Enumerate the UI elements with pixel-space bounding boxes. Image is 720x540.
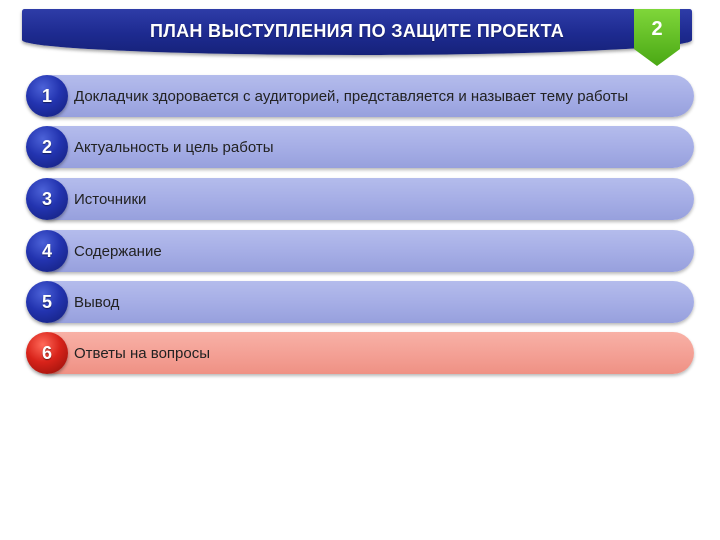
item-text: Докладчик здоровается с аудиторией, представляется и называет тему работы xyxy=(74,87,629,105)
item-number: 3 xyxy=(41,189,52,209)
list-item xyxy=(26,178,694,220)
item-number: 2 xyxy=(41,137,52,157)
list-item xyxy=(26,281,694,323)
item-number: 5 xyxy=(41,292,52,312)
list-item xyxy=(26,126,694,168)
item-text: Актуальность и цель работы xyxy=(74,138,274,156)
item-text: Источники xyxy=(74,190,147,208)
item-number: 1 xyxy=(41,86,52,106)
item-text: Вывод xyxy=(74,293,120,311)
list-item xyxy=(26,230,694,272)
item-text: Содержание xyxy=(74,242,162,260)
list-item xyxy=(26,75,694,117)
item-number: 4 xyxy=(41,241,52,261)
list-item-highlighted xyxy=(26,332,694,374)
item-text: Ответы на вопросы xyxy=(74,344,211,362)
item-number: 6 xyxy=(41,343,52,363)
slide-title: ПЛАН ВЫСТУПЛЕНИЯ ПО ЗАЩИТЕ ПРОЕКТА xyxy=(149,21,565,41)
page-number: 2 xyxy=(651,18,663,40)
